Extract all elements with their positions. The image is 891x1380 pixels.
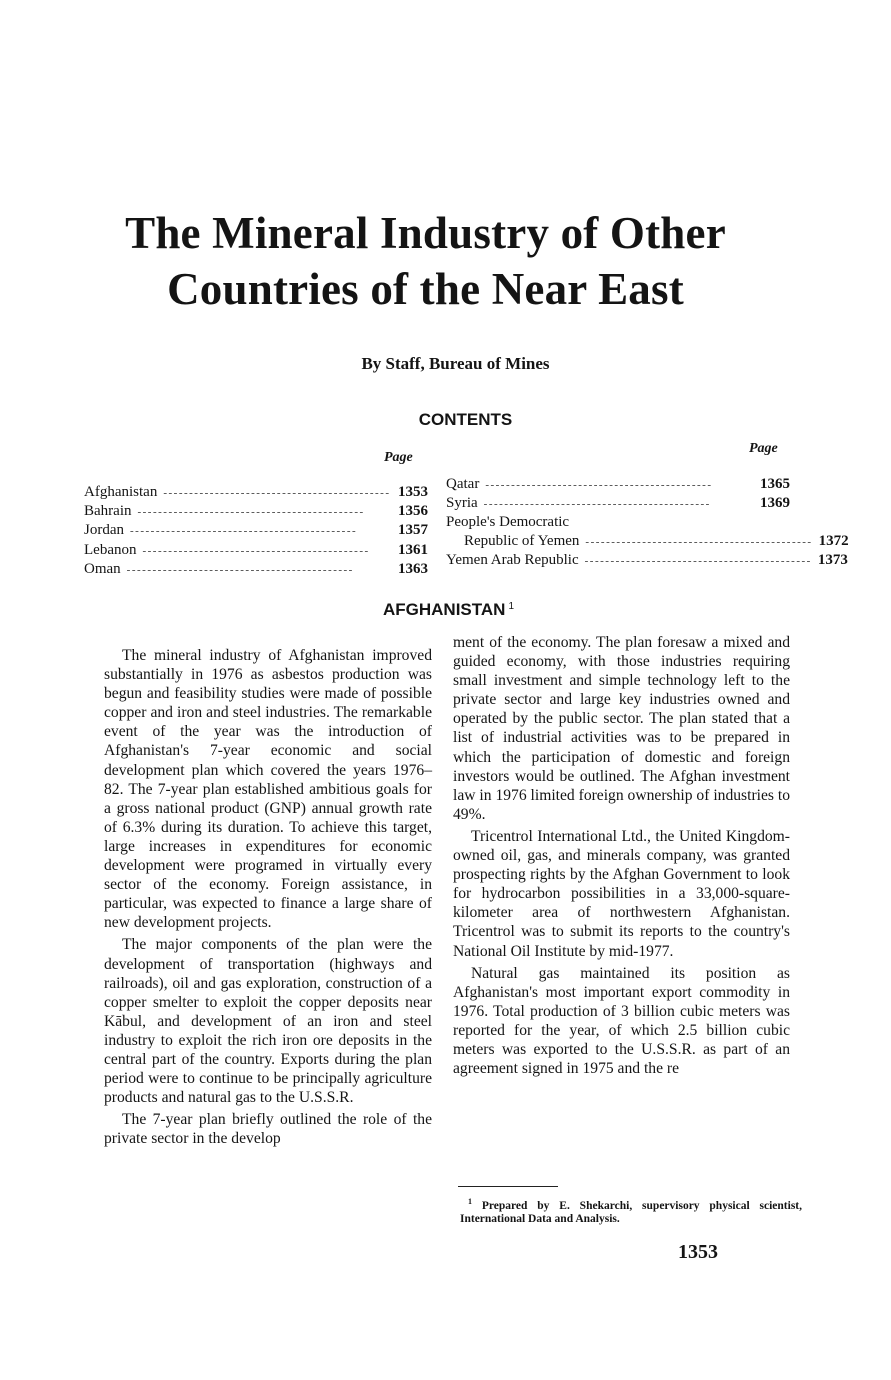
section-heading-afghanistan [0,600,891,620]
footnote-marker[interactable]: 1 [508,601,514,612]
title-line-2: Countries of the Near East [167,264,684,314]
contents-heading: CONTENTS [418,410,513,429]
toc-entry-name: People's Democratic [446,514,570,530]
toc-entry-afghanistan[interactable] [84,483,428,503]
body-column-left [104,646,432,1148]
toc-leader: -------------------------------------------- [126,564,354,576]
toc-leader: -------------------------------------------- [142,545,370,557]
toc-entry-syria[interactable] [446,494,790,514]
section-heading-text: AFGHANISTAN [382,600,506,619]
page-number: 1353 [678,1241,718,1263]
body-column-right [453,633,790,1078]
toc-entry-lebanon[interactable] [84,541,428,561]
toc-entry-qatar[interactable] [446,475,790,495]
toc-entry-name: Bahrain [84,503,132,519]
toc-entry-name: Afghanistan [84,484,158,500]
body-paragraph-continued: ment of the economy. The plan foresaw a mixed and guided economy, with those industries requiring small investment and simple technology left to the private sector and large key industries owned and operated by the public sector. The plan stated that a list of industrial activities was to be prepared in which the participation of domestic and foreign investors would be outlined. The Afghan investment law in 1976 limited foreign ownership of industries to 49%. [453,634,790,823]
toc-entry-name: Syria [446,495,478,511]
toc-entry-name: Qatar [446,476,480,492]
toc-entry-yemen-arab-republic[interactable] [446,551,848,571]
toc-entry-page: 1373 [817,552,848,568]
footnote-mark: 1 [468,1197,472,1206]
footnote [460,1195,802,1226]
toc-entry-page: 1365 [760,476,790,492]
toc-entry-page: 1356 [398,503,428,519]
toc-entry-page: 1369 [760,495,790,511]
toc-entry-page: 1361 [398,542,428,558]
toc-leader: -------------------------------------------- [163,487,391,499]
toc-leader: -------------------------------------------- [584,555,812,567]
footnote-divider [458,1186,558,1187]
toc-entry-bahrain[interactable] [84,502,428,522]
toc-page-label-left: Page [384,450,413,465]
toc-entry-name: Jordan [84,522,124,538]
byline: By Staff, Bureau of Mines [361,354,550,373]
article-title [60,205,791,317]
title-line-1: The Mineral Industry of Other [125,208,726,258]
toc-entry-name: Lebanon [84,542,137,558]
toc-entry-pdry-line1 [446,513,790,532]
toc-leader: -------------------------------------------- [483,498,711,510]
toc-entry-name: Republic of Yemen [464,533,580,549]
toc-entry-name: Yemen Arab Republic [446,552,579,568]
toc-entry-pdry[interactable] [464,532,849,552]
toc-leader: -------------------------------------------- [130,525,358,537]
toc-entry-page: 1353 [398,484,428,500]
footnote-text: Prepared by E. Shekarchi, supervisory physical scientist, International Data and Analysis. [460,1199,802,1225]
body-paragraph: Natural gas maintained its position as Afghanistan's most important export commodity in 1976. Total production of 3 billion cubic meters was reported for the year, of which 2.5 billion cubic meters was exported to the U.S.S.R. as part of an agreement signed in 1975 and the re [453,964,790,1078]
toc-entry-jordan[interactable] [84,521,428,541]
toc-leader: -------------------------------------------- [585,536,813,548]
body-paragraph: The major components of the plan were the development of transportation (highways and railroads), oil and gas exploration, construction of a copper smelter to exploit the copper deposits near Kābul, and development of an iron and steel industry to exploit the rich iron ore deposits in the central part of the country. Exports during the plan period were to continue to be principally agriculture products and natural gas to the U.S.S.R. [104,936,432,1107]
toc-leader: -------------------------------------------- [137,506,365,518]
toc-page-label-right: Page [749,441,778,456]
toc-leader: -------------------------------------------- [485,479,713,491]
toc-entry-page: 1357 [398,522,428,538]
body-paragraph: Tricentrol International Ltd., the United Kingdom-owned oil, gas, and minerals company, was granted prospecting rights by the Afghan Government to look for hydrocarbon possibilities in a 33,000-square-kilometer area of northwestern Afghanistan. Tricentrol was to submit its reports to the country's National Oil Institute by mid-1977. [453,827,790,960]
body-paragraph: The mineral industry of Afghanistan improved substantially in 1976 as asbestos production was begun and feasibility studies were made of possible copper and iron and steel industries. The remarkable event of the year was the introduction of Afghanistan's 7-year economic and social development plan which covered the years 1976–82. The 7-year plan established ambitious goals for a gross national product (GNP) annual growth rate of 6.3% during its duration. To achieve this target, large increases in expenditures for economic development were programed in virtually every sector of the economy. Foreign assistance, in particular, was expected to finance a large share of new development projects. [104,647,432,932]
body-paragraph: The 7-year plan briefly outlined the role of the private sector in the develop [104,1111,432,1148]
toc-entry-name: Oman [84,561,121,577]
toc-entry-oman[interactable] [84,560,428,580]
toc-entry-page: 1372 [818,533,849,549]
toc-entry-page: 1363 [398,561,428,577]
